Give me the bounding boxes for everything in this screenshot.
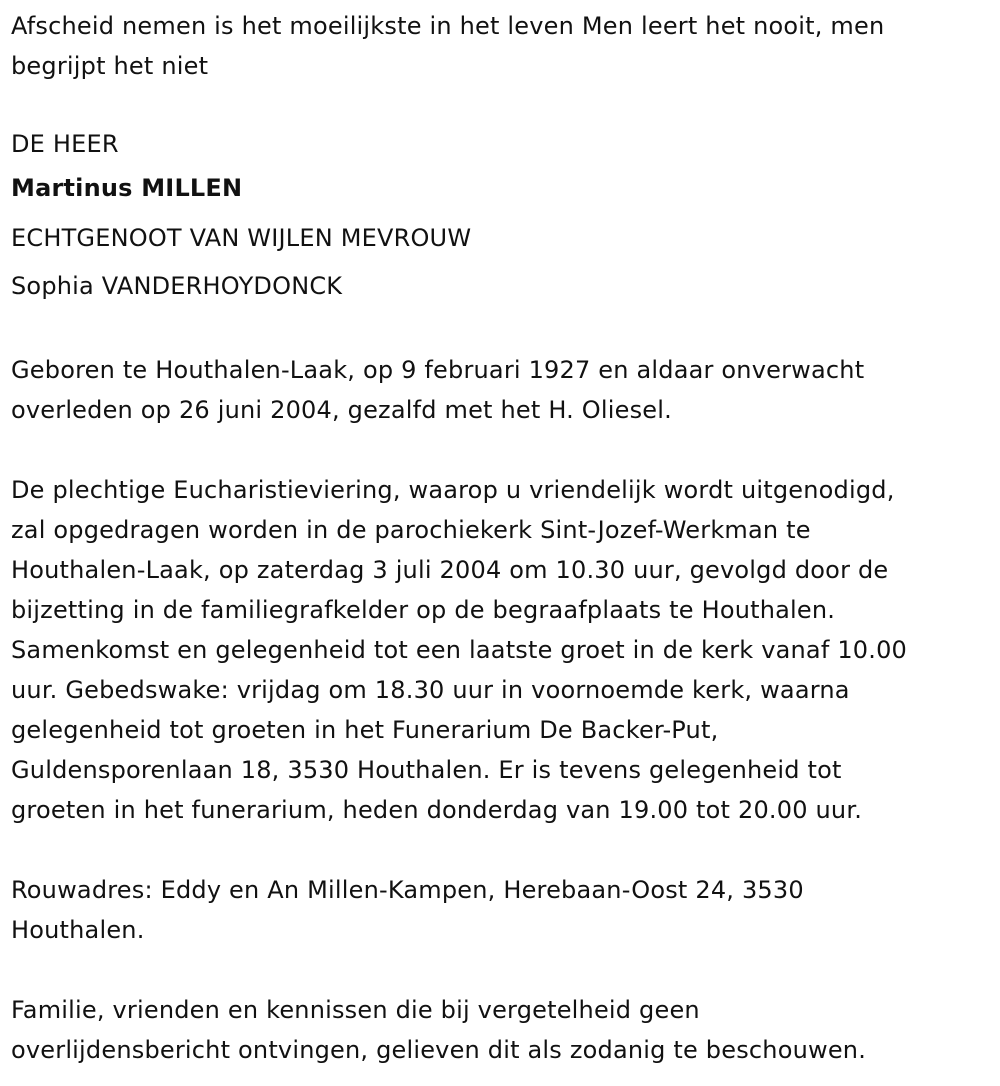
deceased-heading [11,126,988,310]
honorific-title: DE HEER [11,130,119,158]
address-line-2: Houthalen. [11,916,145,944]
mourning-address [11,870,988,950]
quote-line-1: Afscheid nemen is het moeilijkste in het leven Men leert het nooit, men [11,12,885,40]
ceremony-details [11,470,988,830]
ceremony-line-6: uur. Gebedswake: vrijdag om 18.30 uur in voornoemde kerk, waarna [11,676,850,704]
closing-line-1: Familie, vrienden en kennissen die bij vergetelheid geen [11,996,700,1024]
spacer [11,950,988,990]
spacer [11,310,988,350]
ceremony-line-9: groeten in het funerarium, heden donderdag van 19.00 tot 20.00 uur. [11,796,863,824]
birth-line-2: overleden op 26 juni 2004, gezalfd met het H. Oliesel. [11,396,672,424]
ceremony-line-4: bijzetting in de familiegrafkelder op de begraafplaats te Houthalen. [11,596,836,624]
ceremony-line-3: Houthalen-Laak, op zaterdag 3 juli 2004 om 10.30 uur, gevolgd door de [11,556,889,584]
closing-line-2: overlijdensbericht ontvingen, gelieven dit als zodanig te beschouwen. [11,1036,867,1064]
relation-text: ECHTGENOOT VAN WIJLEN MEVROUW [11,224,472,252]
closing-note [11,990,988,1070]
spacer [11,430,988,470]
birth-line-1: Geboren te Houthalen-Laak, op 9 februari 1927 en aldaar onverwacht [11,356,865,384]
spacer [11,830,988,870]
opening-quote [11,6,988,86]
deceased-name: Martinus MILLEN [11,174,243,202]
birth-death-details [11,350,988,430]
ceremony-line-7: gelegenheid tot groeten in het Funerarium De Backer-Put, [11,716,719,744]
quote-line-2: begrijpt het niet [11,52,209,80]
ceremony-line-5: Samenkomst en gelegenheid tot een laatste groet in de kerk vanaf 10.00 [11,636,908,664]
spacer [11,86,988,126]
address-line-1: Rouwadres: Eddy en An Millen-Kampen, Herebaan-Oost 24, 3530 [11,876,804,904]
ceremony-line-1: De plechtige Eucharistieviering, waarop u vriendelijk wordt uitgenodigd, [11,476,895,504]
spouse-name: Sophia VANDERHOYDONCK [11,272,343,300]
ceremony-line-8: Guldensporenlaan 18, 3530 Houthalen. Er is tevens gelegenheid tot [11,756,842,784]
ceremony-line-2: zal opgedragen worden in de parochiekerk Sint-Jozef-Werkman te [11,516,811,544]
